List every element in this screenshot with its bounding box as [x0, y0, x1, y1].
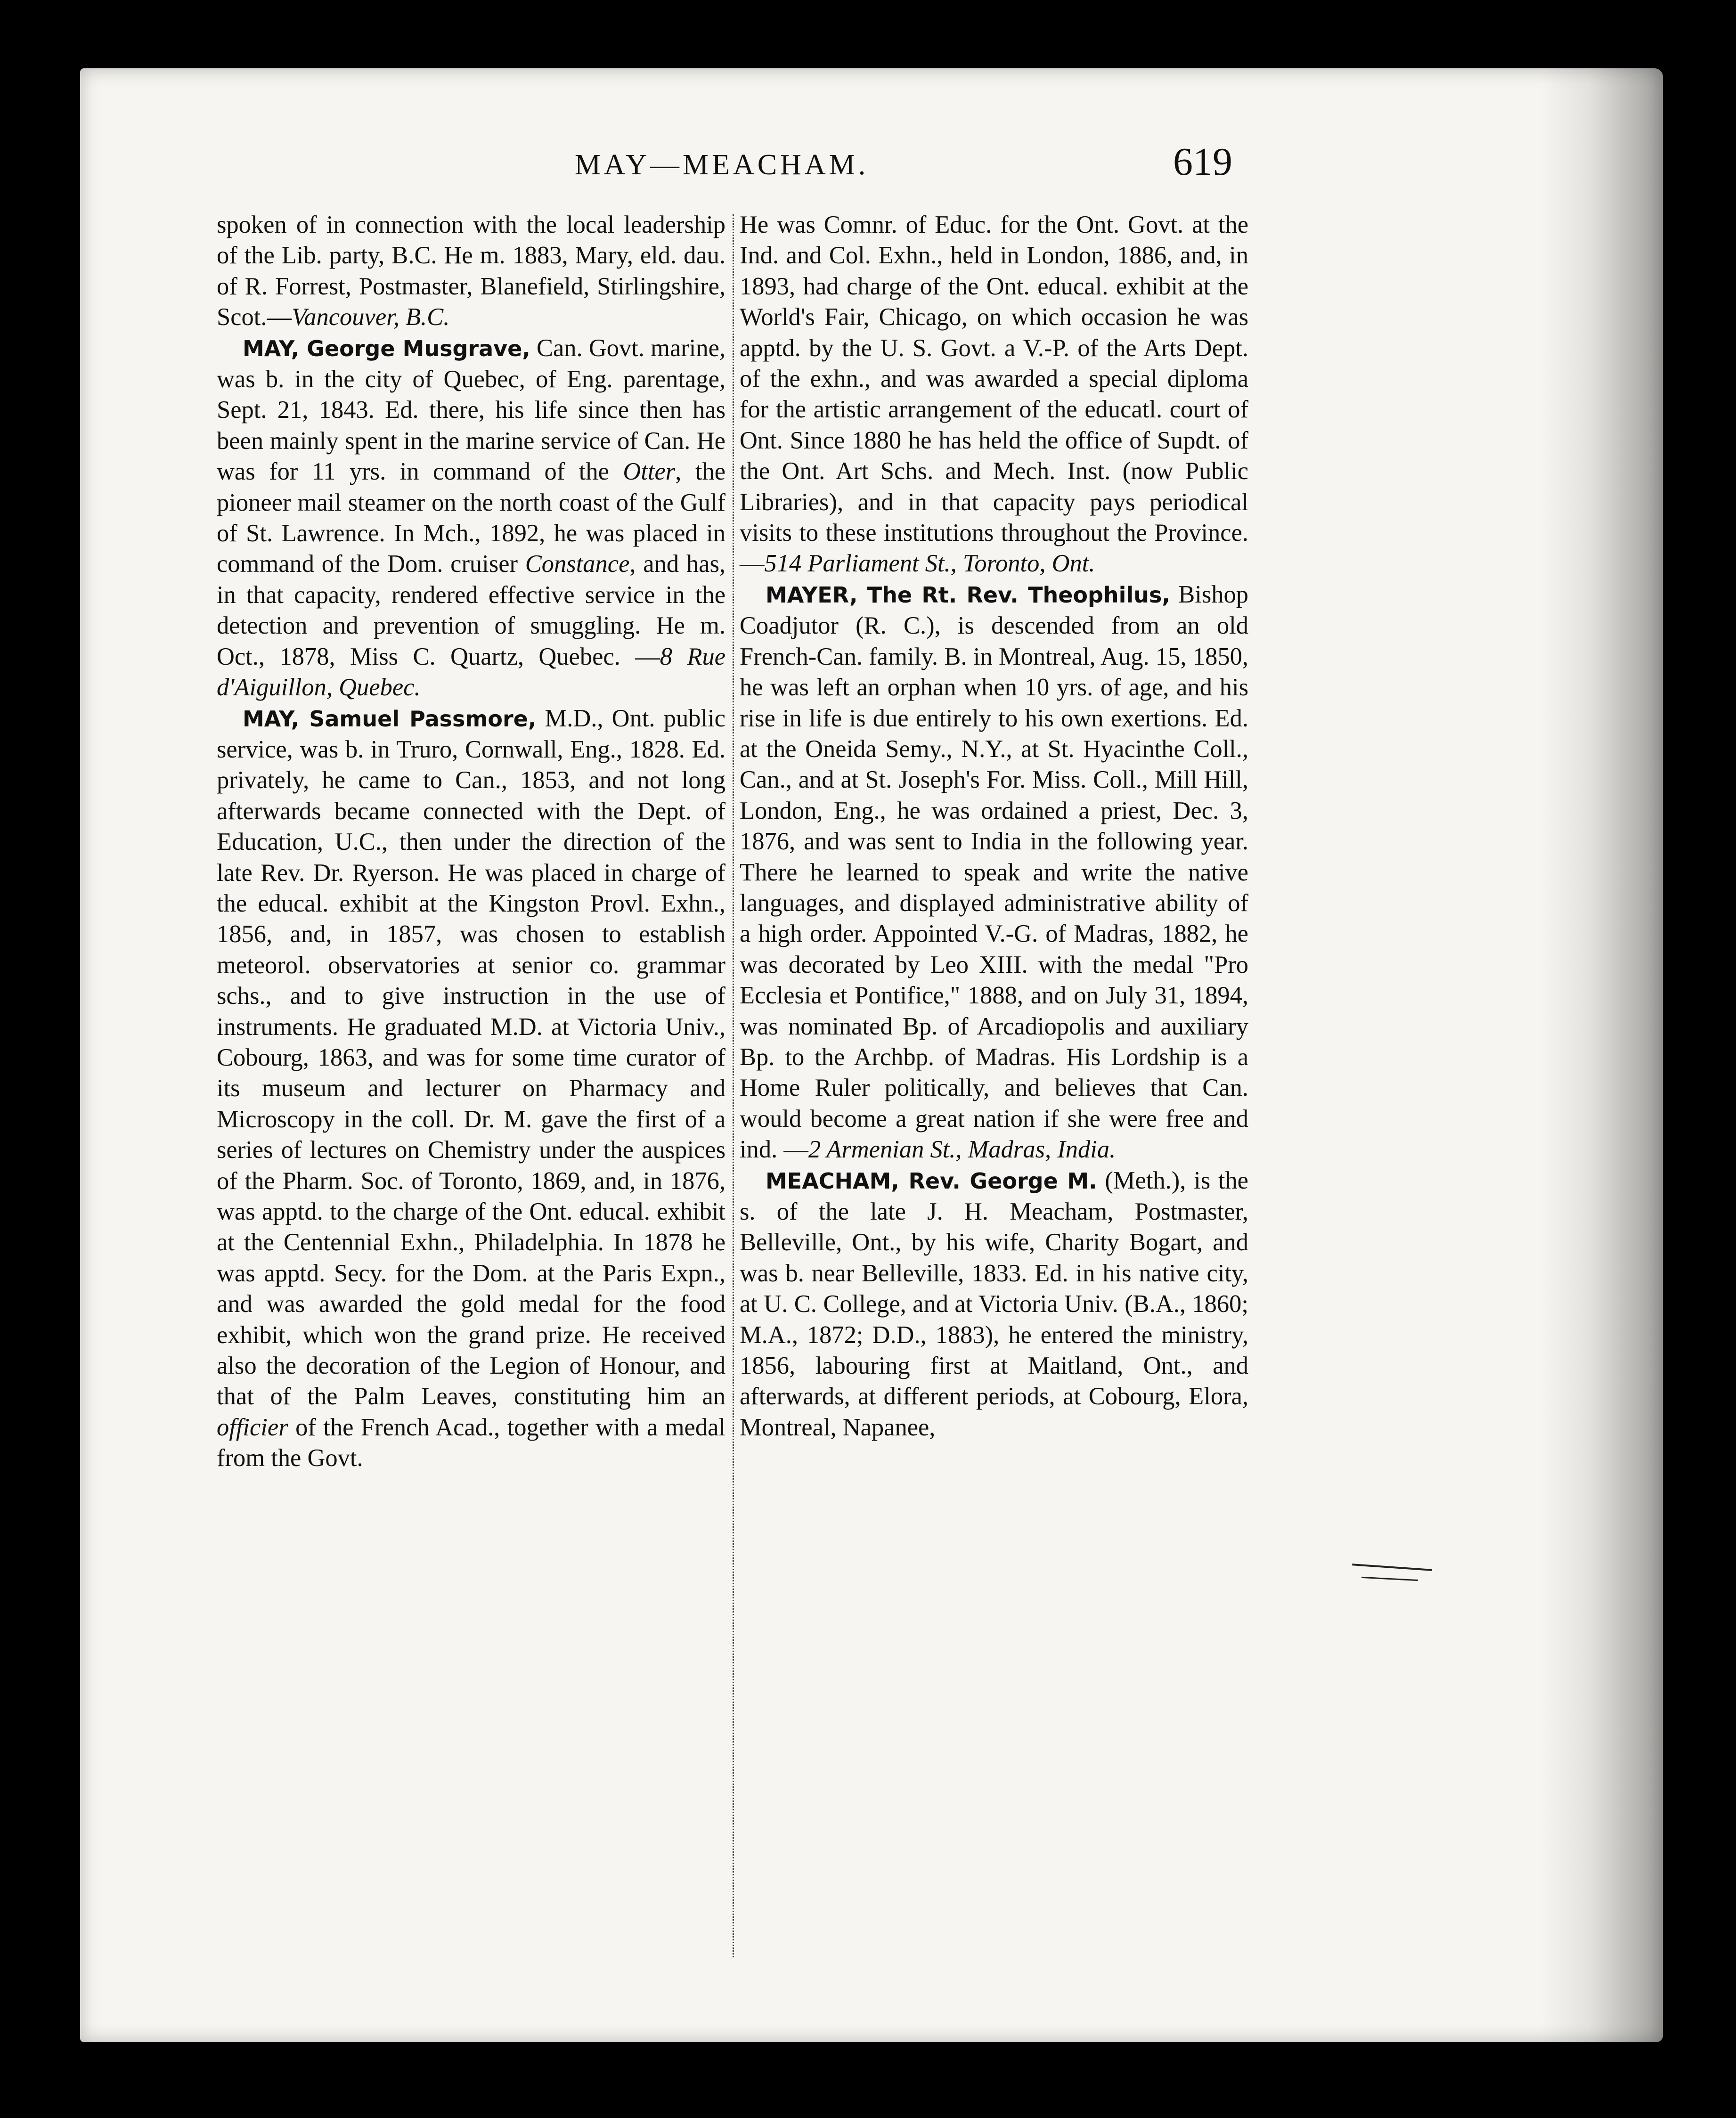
entry-heading: MEACHAM, Rev. George M.: [766, 1168, 1097, 1194]
entry-text: , the pioneer mail steamer on the north coast of the Gulf of St. Lawrence. In Mch., 1892, he was placed in command of the Dom. cruiser: [217, 458, 726, 578]
left-column: [217, 210, 725, 1474]
entry-may-george-musgrave: [217, 333, 725, 703]
entry-text: Bishop Coadjutor (R. C.), is descended from an old French-Can. family. B. in Montreal, Aug. 15, 1850, he was left an orphan when 10 yrs. of age, and his rise in life is due entirely to his own exertions. Ed. at the Oneida Semy., N.Y., at St. Hyacinthe Coll., Can., and at St. Joseph's For. Miss. Coll., Mill Hill, London, Eng., he was ordained a priest, Dec. 3, 1876, and was sent to India in the following year. There he learned to speak and write the native languages, and displayed administrative ability of a high order. Appointed V.-G. of Madras, 1882, he was decorated by Leo XIII. with the medal "Pro Ecclesia et Pontifice," 1888, and on July 31, 1894, was nominated Bp. of Arcadiopolis and auxiliary Bp. to the Archbp. of Madras. His Lordship is a Home Ruler politically, and believes that Can. would become a great nation if she were free and ind. —: [740, 580, 1248, 1164]
entry-heading: MAY, George Musgrave,: [243, 335, 530, 361]
entry-heading: MAY, Samuel Passmore,: [243, 706, 537, 732]
right-column: [740, 210, 1248, 1443]
ship-name: Otter: [623, 458, 676, 486]
page-header: [80, 139, 1663, 191]
page-sheet: [80, 68, 1663, 2042]
page-number: 619: [1173, 140, 1232, 184]
entry-may-samuel-passmore: [217, 703, 725, 1474]
entry-text: , and has, in that capacity, rendered effective service in the detection and prevention of smuggling. He m. Oct., 1878, Miss C. Quartz, Quebec. —: [217, 550, 725, 670]
continuation-paragraph: [740, 210, 1248, 579]
continuation-text: spoken of in connection with the local leadership of the Lib. party, B.C. He m. 1883, Mary, eld. dau. of R. Forrest, Postmaster, Blanefield, Stirlingshire, Scot.—: [217, 211, 725, 331]
ship-name: Constance: [525, 550, 630, 578]
spine-shadow: [1540, 68, 1663, 2042]
margin-pencil-mark: [1352, 1564, 1432, 1571]
continuation-paragraph: [217, 210, 725, 333]
running-head: MAY—MEACHAM.: [575, 149, 869, 181]
column-divider: [733, 214, 735, 1957]
entry-meacham-george: [740, 1165, 1248, 1443]
entry-heading: MAYER, The Rt. Rev. Theophilus,: [766, 582, 1170, 608]
continuation-address: 514 Parliament St., Toronto, Ont.: [764, 550, 1095, 578]
entry-text: Can. Govt. marine, was b. in the city of Quebec, of Eng. parentage, Sept. 21, 1843. Ed. there, his life since then has been mainly spent in the marine service of Can. He was for 11 yrs. in command of the: [217, 334, 725, 486]
continuation-text: He was Comnr. of Educ. for the Ont. Govt. at the Ind. and Col. Exhn., held in London, 1886, and, in 1893, had charge of the Ont. educal. exhibit at the World's Fair, Chicago, on which occasion he was apptd. by the U. S. Govt. a V.-P. of the Arts Dept. of the exhn., and was awarded a special diploma for the artistic arrangement of the educatl. court of Ont. Since 1880 he has held the office of Supdt. of the Ont. Art Schs. and Mech. Inst. (now Public Libraries), and in that capacity pays periodical visits to these institutions throughout the Province.—: [740, 211, 1248, 578]
continuation-address: Vancouver, B.C.: [291, 303, 450, 331]
entry-address: 8 Rue d'Aiguillon, Quebec.: [217, 643, 726, 701]
entry-text: (Meth.), is the s. of the late J. H. Meacham, Postmaster, Belleville, Ont., by his wife, Charity Bogart, and was b. near Belleville, 1833. Ed. in his native city, at U. C. College, and at Victoria Univ. (B.A., 1860; M.A., 1872; D.D., 1883), he entered the ministry, 1856, labouring first at Maitland, Ont., and afterwards, at different periods, at Cobourg, Elora, Montreal, Napanee,: [740, 1166, 1248, 1441]
entry-text: of the French Acad., together with a medal from the Govt.: [217, 1413, 725, 1472]
entry-address: 2 Armenian St., Madras, India.: [808, 1136, 1116, 1164]
margin-pencil-mark: [1361, 1577, 1418, 1581]
entry-italic: officier: [217, 1413, 288, 1441]
entry-text: M.D., Ont. public service, was b. in Truro, Cornwall, Eng., 1828. Ed. privately, he came to Can., 1853, and not long afterwards became connected with the Dept. of Education, U.C., then under the direction of the late Rev. Dr. Ryerson. He was placed in charge of the educal. exhibit at the Kingston Provl. Exhn., 1856, and, in 1857, was chosen to establish meteorol. observatories at senior co. grammar schs., and to give instruction in the use of instruments. He graduated M.D. at Victoria Univ., Cobourg, 1863, and was for some time curator of its museum and lecturer on Pharmacy and Microscopy in the coll. Dr. M. gave the first of a series of lectures on Chemistry under the auspices of the Pharm. Soc. of Toronto, 1869, and, in 1876, was apptd. to the charge of the Ont. educal. exhibit at the Centennial Exhn., Philadelphia. In 1878 he was apptd. Secy. for the Dom. at the Paris Expn., and was awarded the gold medal for the food exhibit, which won the grand prize. He received also the decoration of the Legion of Honour, and that of the Palm Leaves, constituting him an: [217, 704, 725, 1410]
entry-mayer-theophilus: [740, 579, 1248, 1165]
